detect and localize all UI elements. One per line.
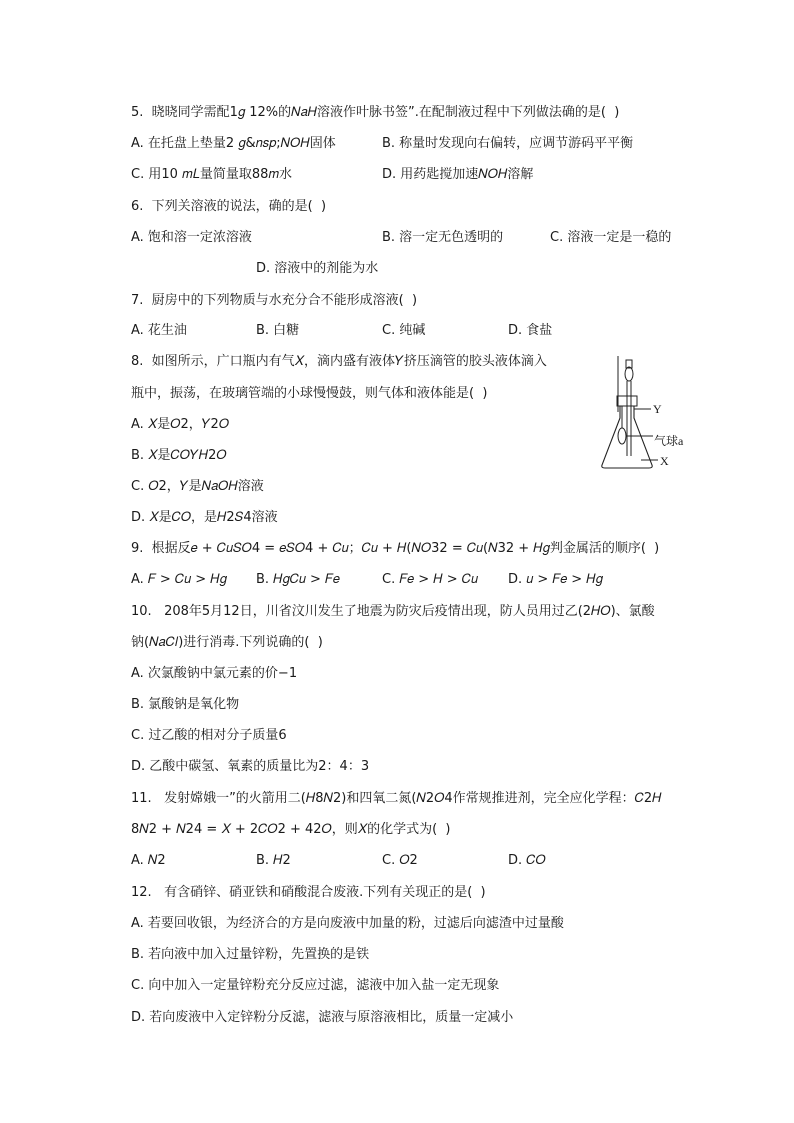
question-11: 11. 发射嫦娥一”的火箭用二(𝐻8𝑁2)和四氧二氮(𝑁2𝑂4作常规推进剂，完全应化学程：𝐶2𝐻 xyxy=(131,791,662,806)
q9-option-d: D. 𝑢 > 𝐹𝑒 > 𝐻𝑔 xyxy=(508,572,603,587)
q12-option-b: B. 若向液中加入过量锌粉，先置换的是铁 xyxy=(131,947,370,962)
q5-option-d: D. 用药匙搅加速𝑁𝑂𝐻溶解 xyxy=(382,167,534,182)
q8-option-d: D. 𝑋是𝐶𝑂，是𝐻2𝑆4溶液 xyxy=(131,510,278,525)
q7-option-d: D. 食盐 xyxy=(508,323,553,338)
question-5: 5. 晓晓同学需配1𝑔 12%的𝑁𝑎𝐻溶液作叶脉书签”.在配制液过程中下列做法确的是( ) xyxy=(131,105,620,120)
question-8: 8. 如图所示，广口瓶内有气𝑋，滴内盛有液体𝑌挤压滴管的胶头液体滴入 xyxy=(131,354,547,369)
q6-option-b: B. 溶一定无色透明的 xyxy=(382,230,504,245)
q9-option-a: A. 𝐹 > 𝐶𝑢 > 𝐻𝑔 xyxy=(131,572,227,587)
question-9: 9. 根据反𝑒 + 𝐶𝑢𝑆𝑂4 = 𝑒𝑆𝑂4 + 𝐶𝑢；𝐶𝑢 + 𝐻(𝑁𝑂32 = 𝐶𝑢(𝑁32 + 𝐻𝑔判金属活的顺序( ) xyxy=(131,541,660,556)
question-8-cont: 瓶中，振荡，在玻璃管端的小球慢慢鼓，则气体和液体能是( ) xyxy=(131,386,488,401)
q12-option-c: C. 向中加入一定量锌粉充分反应过滤，滤液中加入盐一定无现象 xyxy=(131,978,500,993)
label-x: X xyxy=(660,454,669,468)
q7-option-c: C. 纯碱 xyxy=(382,323,426,338)
q8-option-a: A. 𝑋是𝑂2，𝑌2𝑂 xyxy=(131,417,230,432)
q8-option-c: C. 𝑂2，𝑌是𝑁𝑎𝑂𝐻溶液 xyxy=(131,479,264,494)
q9-option-c: C. 𝐹𝑒 > 𝐻 > 𝐶𝑢 xyxy=(382,572,478,587)
question-11-cont: 8𝑁2 + 𝑁24 = 𝑋 + 2𝐶𝑂2 + 42𝑂，则𝑋的化学式为( ) xyxy=(131,822,451,837)
label-y: Y xyxy=(653,402,662,416)
q6-option-d: D. 溶液中的剂能为水 xyxy=(256,261,379,276)
q10-option-a: A. 次氯酸钠中氯元素的价−1 xyxy=(131,666,298,681)
q12-option-d: D. 若向废液中入定锌粉分反滤，滤液与原溶液相比，质量一定减小 xyxy=(131,1010,514,1025)
q5-option-a: A. 在托盘上垫量2 𝑔&𝑛𝑠𝑝;𝑁𝑂𝐻固体 xyxy=(131,136,336,151)
question-12: 12. 有含硝锌、硝亚铁和硝酸混合废液.下列有关现正的是( ) xyxy=(131,885,486,900)
question-10-cont: 钠(𝑁𝑎𝐶𝑙)进行消毒.下列说确的( ) xyxy=(131,635,323,650)
question-6: 6. 下列关溶液的说法，确的是( ) xyxy=(131,199,327,214)
q8-option-b: B. 𝑋是𝐶𝑂𝑌𝐻2𝑂 xyxy=(131,448,227,463)
q6-option-a: A. 饱和溶一定浓溶液 xyxy=(131,230,252,245)
flask-diagram xyxy=(596,352,696,474)
q10-option-c: C. 过乙酸的相对分子质量6 xyxy=(131,728,287,743)
q5-option-c: C. 用10 𝑚𝐿量简量取88𝑚水 xyxy=(131,167,292,182)
q11-option-c: C. 𝑂2 xyxy=(382,853,418,868)
q10-option-b: B. 氯酸钠是氧化物 xyxy=(131,697,240,712)
q5-option-b: B. 称量时发现向右偏转，应调节游码平平衡 xyxy=(382,136,634,151)
flask-apparatus-figure xyxy=(596,352,696,474)
q9-option-b: B. 𝐻𝑔𝐶𝑢 > 𝐹𝑒 xyxy=(256,572,340,587)
q12-option-a: A. 若要回收银，为经济合的方是向废液中加量的粉，过滤后向滤渣中过量酸 xyxy=(131,916,564,931)
label-balloon: 气球a xyxy=(654,434,684,448)
question-10: 10. 208年5月12日，川省汶川发生了地震为防灾后疫情出现，防人员用过乙(2𝐻𝑂)、氯酸 xyxy=(131,604,655,619)
dropper-bulb xyxy=(625,367,633,381)
q10-option-d: D. 乙酸中碳氢、氧素的质量比为2：4：3 xyxy=(131,759,370,774)
q7-option-a: A. 花生油 xyxy=(131,323,187,338)
balloon xyxy=(618,428,626,444)
q11-option-b: B. 𝐻2 xyxy=(256,853,291,868)
question-7: 7. 厨房中的下列物质与水充分合不能形成溶液( ) xyxy=(131,293,418,308)
q11-option-d: D. 𝐶𝑂 xyxy=(508,853,546,868)
q7-option-b: B. 白糖 xyxy=(256,323,300,338)
q11-option-a: A. 𝑁2 xyxy=(131,853,166,868)
q6-option-c: C. 溶液一定是一稳的 xyxy=(550,230,672,245)
